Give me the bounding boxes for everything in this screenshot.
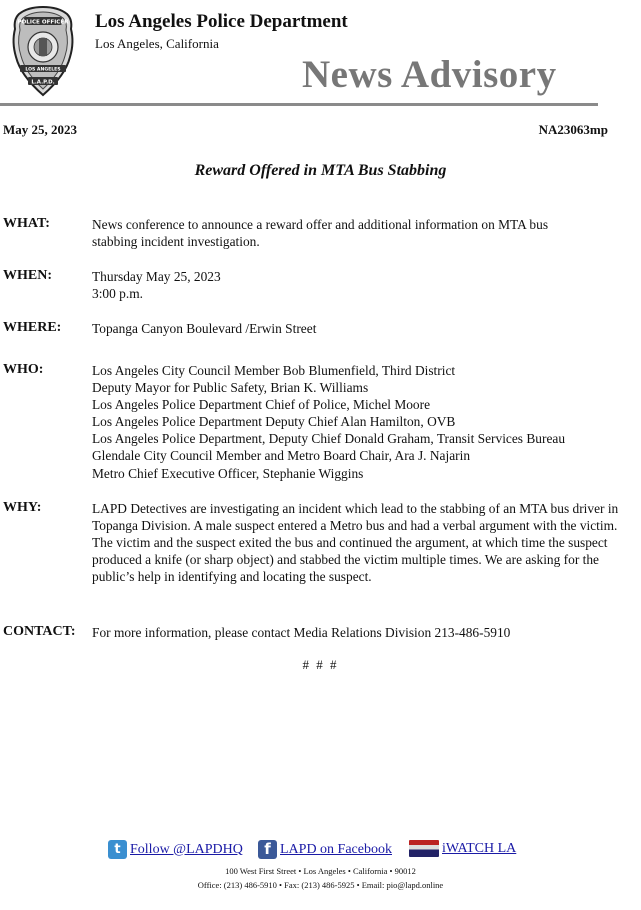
facebook-link-group[interactable] xyxy=(258,840,392,859)
why-text: LAPD Detectives are investigating an incident which lead to the stabbing of an MTA bus driver in Topanga Division. A male suspect entered a Metro bus and had a verbal argument with the victim. The victim and the suspect exited the bus and continued the argument, at which time the suspect produced a knife (or sharp object) and stabbed the victim multiple times. We are asking for the public’s help in identifying and locating the suspect. xyxy=(92,501,619,585)
what-line: News conference to announce a reward offer and additional information on MTA bus xyxy=(92,217,549,232)
news-advisory-heading: News Advisory xyxy=(302,53,557,96)
where-location: Topanga Canyon Boulevard /Erwin Street xyxy=(92,321,317,336)
who-item: Los Angeles Police Department, Deputy Chief Donald Graham, Transit Services Bureau xyxy=(92,431,566,447)
when-date: Thursday May 25, 2023 xyxy=(92,269,221,284)
svg-text:L.A.P.D.: L.A.P.D. xyxy=(31,79,55,86)
header-divider xyxy=(0,103,598,106)
who-list xyxy=(92,362,565,482)
iwatch-flag-icon[interactable] xyxy=(409,840,439,857)
contact-label: CONTACT: xyxy=(3,624,76,639)
end-mark: # # # xyxy=(302,657,339,672)
who-item: Los Angeles City Council Member Bob Blumenfield, Third District xyxy=(92,363,456,378)
what-label: WHAT: xyxy=(3,216,50,231)
department-name: Los Angeles Police Department xyxy=(95,11,348,32)
contact-value xyxy=(92,624,510,641)
lapd-badge-logo xyxy=(10,5,76,97)
where-label: WHERE: xyxy=(3,320,62,335)
svg-text:LOS ANGELES: LOS ANGELES xyxy=(25,67,61,73)
what-line: stabbing incident investigation. xyxy=(92,234,260,250)
where-value xyxy=(92,320,316,337)
who-item: Deputy Mayor for Public Safety, Brian K. Williams xyxy=(92,380,369,396)
contact-text: For more information, please contact Media Relations Division 213-486-5910 xyxy=(92,625,511,640)
facebook-icon[interactable]: f xyxy=(258,840,277,859)
what-value xyxy=(92,216,548,250)
who-item: Los Angeles Police Department Deputy Chief Alan Hamilton, OVB xyxy=(92,414,456,430)
who-label: WHO: xyxy=(3,362,44,377)
who-item: Metro Chief Executive Officer, Stephanie Wiggins xyxy=(92,465,364,481)
footer-address: 100 West First Street • Los Angeles • California • 90012 xyxy=(225,866,416,876)
advisory-number: NA23063mp xyxy=(538,122,608,137)
iwatch-link-group[interactable] xyxy=(409,840,516,857)
who-item: Glendale City Council Member and Metro Board Chair, Ara J. Najarin xyxy=(92,448,471,464)
footer-contact-info: Office: (213) 486-5910 • Fax: (213) 486-5925 • Email: pio@lapd.online xyxy=(197,880,444,890)
when-label: WHEN: xyxy=(3,268,52,283)
why-label: WHY: xyxy=(3,500,42,515)
who-item: Los Angeles Police Department Chief of Police, Michel Moore xyxy=(92,397,431,413)
advisory-title: Reward Offered in MTA Bus Stabbing xyxy=(194,162,447,179)
iwatch-link[interactable]: iWATCH LA xyxy=(442,840,517,856)
when-value xyxy=(92,268,221,302)
department-city: Los Angeles, California xyxy=(95,36,219,51)
twitter-link-group[interactable] xyxy=(108,840,243,859)
advisory-date: May 25, 2023 xyxy=(3,122,78,137)
twitter-icon[interactable]: t xyxy=(108,840,127,859)
facebook-link[interactable]: LAPD on Facebook xyxy=(280,841,392,857)
svg-text:POLICE OFFICER: POLICE OFFICER xyxy=(17,19,69,26)
twitter-link[interactable]: Follow @LAPDHQ xyxy=(130,841,243,857)
when-time: 3:00 p.m. xyxy=(92,286,143,302)
